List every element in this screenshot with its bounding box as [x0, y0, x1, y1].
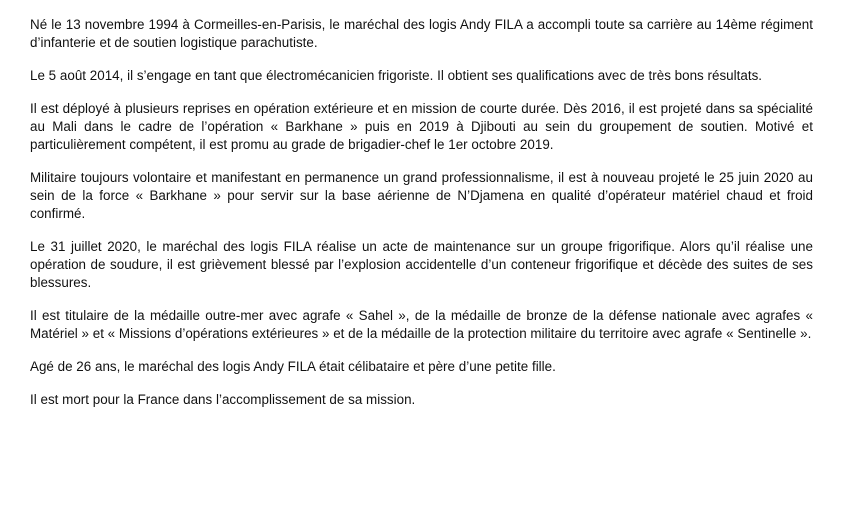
paragraph-tribute: Il est mort pour la France dans l’accomplissement de sa mission. — [30, 392, 416, 407]
paragraph-birth-career: Né le 13 novembre 1994 à Cormeilles-en-Parisis, le maréchal des logis Andy FILA a accompli toute sa carrière au 14ème régiment d’infanterie et de soutien logistique parachutiste. — [30, 17, 813, 50]
document-body — [30, 16, 813, 424]
paragraph-deployments: Il est déployé à plusieurs reprises en opération extérieure et en mission de courte durée. Dès 2016, il est projeté dans sa spécialité au Mali dans le cadre de l’opération « Barkhane » puis en 2019 à Djibouti au sein du groupement de soutien. Motivé et particulièrement compétent, il est promu au grade de brigadier-chef le 1er octobre 2019. — [30, 101, 813, 152]
paragraph-medals: Il est titulaire de la médaille outre-mer avec agrafe « Sahel », de la médaille de bronze de la défense nationale avec agrafes « Matériel » et « Missions d’opérations extérieures » et de la médaille de la protection militaire du territoire avec agrafe « Sentinelle ». — [30, 308, 813, 341]
paragraph-enlistment: Le 5 août 2014, il s’engage en tant que électromécanicien frigoriste. Il obtient ses qualifications avec de très bons résultats. — [30, 68, 763, 83]
paragraph-barkhane-2020: Militaire toujours volontaire et manifestant en permanence un grand professionnalisme, il est à nouveau projeté le 25 juin 2020 au sein de la force « Barkhane » pour servir sur la base aérienne de N’Djamena en qualité d’opérateur matériel chaud et froid confirmé. — [30, 170, 813, 221]
paragraph-accident: Le 31 juillet 2020, le maréchal des logis FILA réalise un acte de maintenance sur un groupe frigorifique. Alors qu’il réalise une opération de soudure, il est grièvement blessé par l’explosion accidentelle d’un conteneur frigorifique et décède des suites de ses blessures. — [30, 239, 813, 290]
paragraph-family: Agé de 26 ans, le maréchal des logis Andy FILA était célibataire et père d’une petite fille. — [30, 359, 556, 374]
